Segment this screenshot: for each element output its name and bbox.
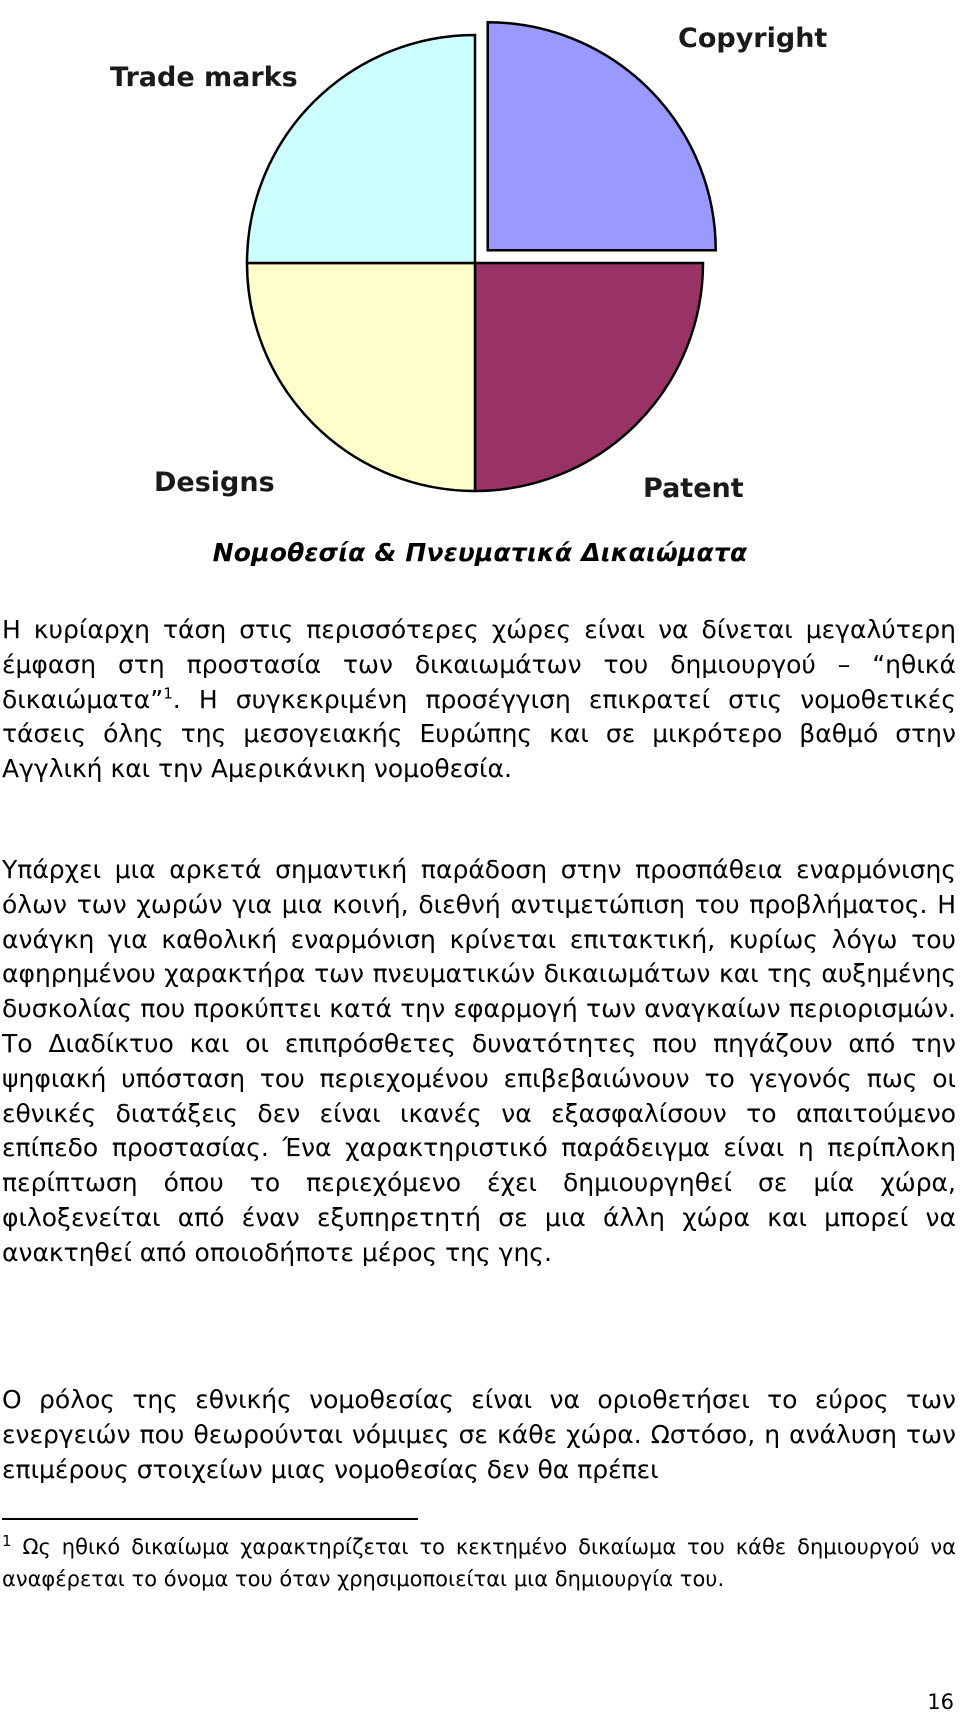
footnote-text: Ως ηθικό δικαίωμα χαρακτηρίζεται το κεκτημένο δικαίωμα του κάθε δημιουργού να αναφέρεται το όνομα του όταν χρησιμοποιείται μια δημιουργία του. [2,1535,956,1591]
pie-chart [90,0,830,520]
paragraph-2: Υπάρχει μια αρκετά σημαντική παράδοση στην προσπάθεια εναρμόνισης όλων των χωρών για μια κοινή, διεθνή αντιμετώπιση του προβλήματος. Η ανάγκη για καθολική εναρμόνιση κρίνεται επιτακτική, κυρίως λόγω του αφηρημένου χαρακτήρα των πνευματικών δικαιωμάτων και της αυξημένης δυσκολίας που προκύπτει κατά την εφαρμογή των αναγκαίων περιορισμών. Το Διαδίκτυο και οι επιπρόσθετες δυνατότητες που πηγάζουν από την ψηφιακή υπόσταση του περιεχομένου επιβεβαιώνουν το γεγονός πως οι εθνικές διατάξεις δεν είναι ικανές να εξασφαλίσουν το απαιτούμενο επίπεδο προστασίας. Ένα χαρακτηριστικό παράδειγμα είναι η περίπλοκη περίπτωση όπου το περιεχόμενο έχει δημιουργηθεί σε μία χώρα, φιλοξενείται από έναν εξυπηρετητή σε μια άλλη χώρα και μπορεί να ανακτηθεί από οποιοδήποτε μέρος της γης. [2,855,956,1267]
pie-label-designs: Designs [154,467,275,498]
paragraph-1-text: Η κυρίαρχη τάση στις περισσότερες χώρες είναι να δίνεται μεγαλύτερη έμφαση στη προστασία των δικαιωμάτων του δημιουργού – “ηθικά δικαιώματα” [2,615,956,714]
footnote-ref-1[interactable]: 1 [163,684,173,703]
footnote [2,1532,956,1595]
paragraph-1 [2,613,956,787]
pie-slice-copyright [488,22,716,250]
pie-slice-patent [475,263,703,491]
pie-label-copyright: Copyright [678,23,828,54]
pie-label-trade-marks: Trade marks [110,62,298,93]
pie-slice-designs [247,263,475,491]
paragraph-3: Ο ρόλος της εθνικής νομοθεσίας είναι να οριοθετήσει το εύρος των ενεργειών που θεωρούνται νόμιμες σε κάθε χώρα. Ωστόσο, η ανάλυση των επιμέρους στοιχείων μιας νομοθεσίας δεν θα πρέπει [2,1385,956,1484]
page-number: 16 [927,1690,954,1714]
paragraph-1-text-cont: . Η συγκεκριμένη προσέγγιση επικρατεί στις νομοθετικές τάσεις όλης της μεσογειακής Ευρώπης και σε μικρότερο βαθμό στην Αγγλική και την Αμερικάνικη νομοθεσία. [2,684,956,784]
section-title: Νομοθεσία & Πνευματικά Δικαιώματα [212,538,748,567]
pie-label-patent: Patent [643,473,744,504]
footnote-separator [2,1518,418,1520]
footnote-number: 1 [2,1532,12,1550]
pie-chart-svg [90,0,830,520]
